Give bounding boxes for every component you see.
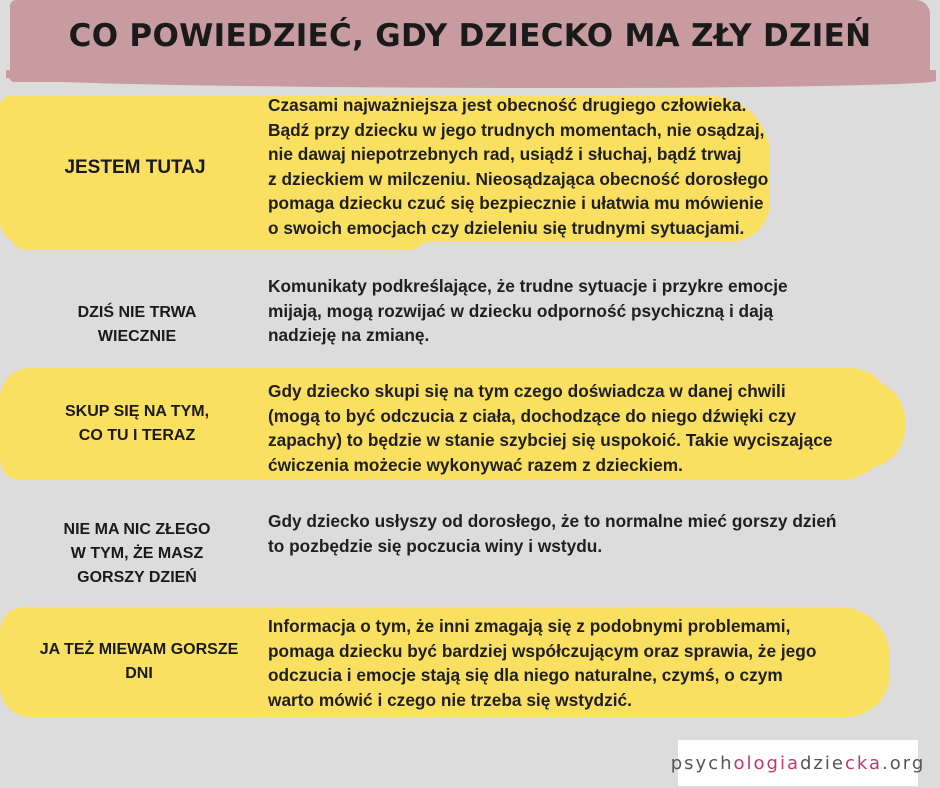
item-text: Gdy dziecko usłyszy od dorosłego, że to normalne mieć gorszy dzień to pozbędzie się poczucia winy i wstydu.	[268, 511, 837, 556]
item-text: Czasami najważniejsza jest obecność drugiego człowieka. Bądź przy dziecku w jego trudnych momentach, nie osądzaj, nie dawaj niepotrzebnych rad, usiądź i słuchaj, bądź trwaj z dzieckiem w milczeniu. Nieosądzająca obecność dorosłego pomaga dziecku czuć się bezpiecznie i ułatwia mu mówienie o swoich emocjach czy dzieleniu się trudnymi sytuacjami.	[268, 95, 769, 238]
logo-part: psych	[670, 752, 734, 774]
item-text: Gdy dziecko skupi się na tym czego doświadcza w danej chwili (mogą to być odczucia z ciała, dochodzące do niego dźwięki czy zapachy) to będzie w stanie szybciej się uspokoić. Takie wyciszające ćwiczenia możecie wykonywać razem z dzieckiem.	[268, 381, 833, 475]
item-label: SKUP SIĘ NA TYM, CO TU I TERAZ	[64, 403, 210, 444]
logo-part: dzie	[800, 752, 845, 774]
item-label: DZIŚ NIE TRWA WIECZNIE	[77, 304, 197, 345]
item-text: Informacja o tym, że inni zmagają się z podobnymi problemami, pomaga dziecku być bardziej współczującym oraz sprawia, że jego odczucia i emocje stają się dla niego naturalne, czymś, o czym warto mówić i czego nie trzeba się wstydzić.	[268, 616, 817, 710]
item-label: JA TEŻ MIEWAM GORSZE DNI	[39, 641, 239, 682]
item-label: NIE MA NIC ZŁEGO W TYM, ŻE MASZ GORSZY DZIEŃ	[63, 521, 211, 586]
item-text: Komunikaty podkreślające, że trudne sytuacje i przykre emocje mijają, mogą rozwijać w dziecku odporność psychiczną i dają nadzieję na zmianę.	[268, 276, 788, 345]
logo-part: .org	[882, 752, 926, 774]
logo-part: cka	[844, 752, 882, 774]
item-label: JESTEM TUTAJ	[64, 157, 206, 178]
page-title: CO POWIEDZIEĆ, GDY DZIECKO MA ZŁY DZIEŃ	[68, 18, 872, 54]
site-logo	[670, 740, 926, 786]
logo-part: ologia	[733, 752, 800, 774]
